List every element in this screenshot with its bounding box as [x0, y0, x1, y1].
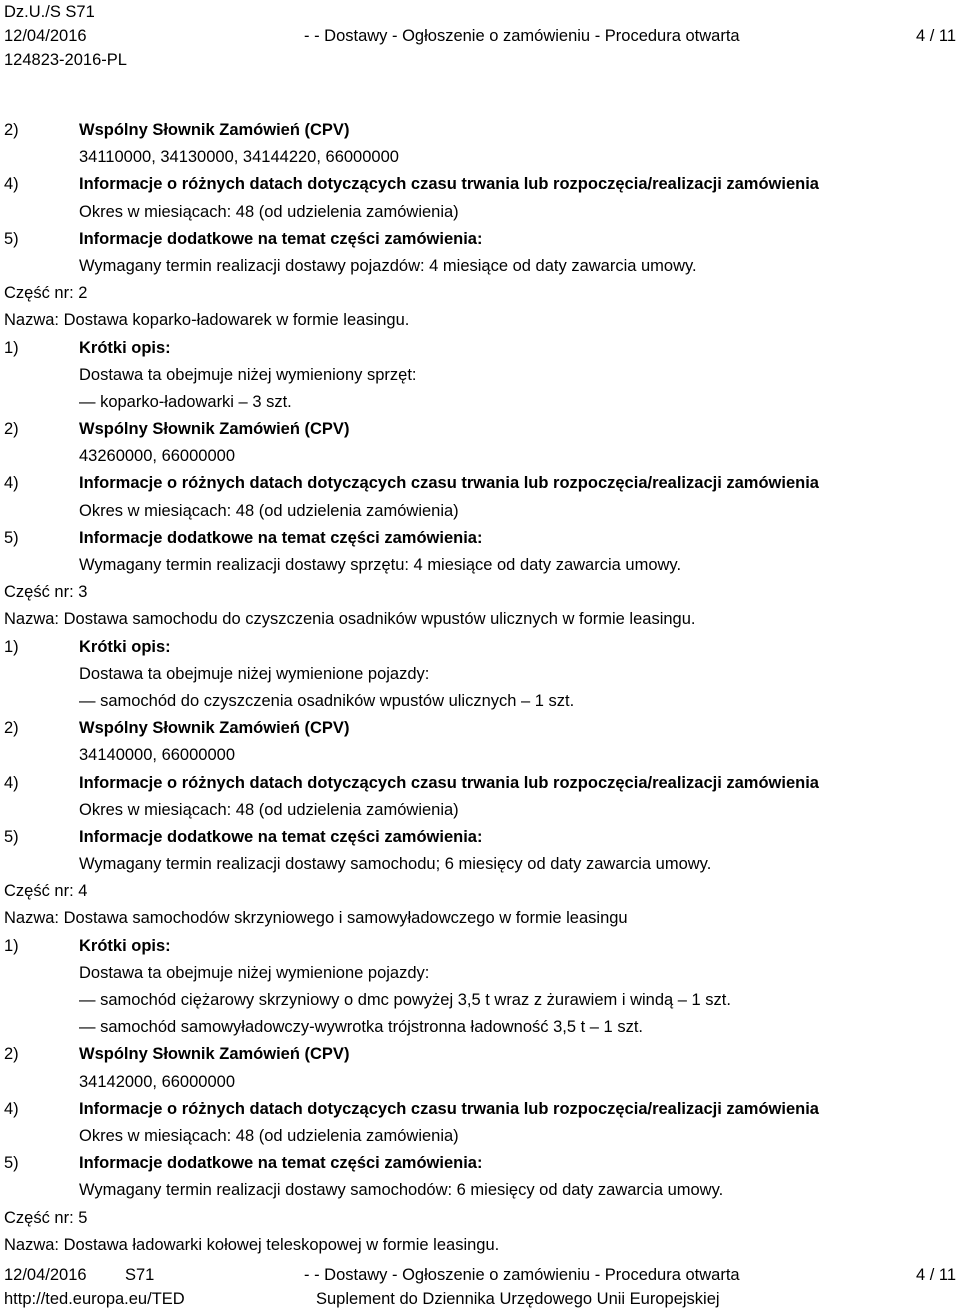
description-intro: Dostawa ta obejmuje niżej wymienione pojazdy: [79, 963, 430, 982]
page-footer [4, 1263, 956, 1311]
header-page: 4 / 11 [915, 27, 956, 45]
list-item: — koparko-ładowarki – 3 szt. [79, 392, 292, 411]
part-heading: Część nr: 4 [4, 882, 88, 901]
extra-info-text: Wymagany termin realizacji dostawy samochodów: 6 miesięcy od daty zawarcia umowy. [79, 1181, 724, 1200]
part-heading: Część nr: 2 [4, 284, 88, 303]
short-description-label: Krótki opis: [79, 637, 171, 656]
list-item: — samochód samowyładowczy-wywrotka trójstronna ładowność 3,5 t – 1 szt. [79, 1018, 643, 1037]
cpv-codes: 34140000, 66000000 [79, 746, 235, 765]
cpv-codes: 34142000, 66000000 [79, 1072, 235, 1091]
footer-page: 4 / 11 [915, 1266, 956, 1284]
short-description-label: Krótki opis: [79, 936, 171, 955]
footer-date: 12/04/2016 [4, 1266, 87, 1284]
period-text: Okres w miesiącach: 48 (od udzielenia zamówienia) [79, 501, 459, 520]
extra-info-label: Informacje dodatkowe na temat części zamówienia: [79, 1154, 483, 1173]
page-header [4, 0, 956, 72]
period-text: Okres w miesiącach: 48 (od udzielenia zamówienia) [79, 1126, 459, 1145]
extra-info-label: Informacje dodatkowe na temat części zamówienia: [79, 229, 483, 248]
cpv-label: Wspólny Słownik Zamówień (CPV) [79, 420, 350, 439]
part-name: Nazwa: Dostawa ładowarki kołowej teleskopowej w formie leasingu. [4, 1235, 500, 1254]
footer-supplement: Suplement do Dziennika Urzędowego Unii Europejskiej [316, 1290, 720, 1308]
footer-title: - - Dostawy - Ogłoszenie o zamówieniu - Procedura otwarta [304, 1266, 740, 1284]
extra-info-text: Wymagany termin realizacji dostawy samochodu; 6 miesięcy od daty zawarcia umowy. [79, 855, 712, 874]
period-text: Okres w miesiącach: 48 (od udzielenia zamówienia) [79, 202, 459, 221]
description-intro: Dostawa ta obejmuje niżej wymieniony sprzęt: [79, 365, 417, 384]
cpv-codes: 43260000, 66000000 [79, 447, 235, 466]
description-intro: Dostawa ta obejmuje niżej wymienione pojazdy: [79, 664, 430, 683]
ted-link[interactable]: http://ted.europa.eu/TED [4, 1290, 185, 1308]
extra-info-text: Wymagany termin realizacji dostawy sprzętu: 4 miesiące od daty zawarcia umowy. [79, 556, 682, 574]
cpv-label: Wspólny Słownik Zamówień (CPV) [79, 121, 350, 139]
header-date: 12/04/2016 [4, 27, 87, 45]
extra-info-label: Informacje dodatkowe na temat części zamówienia: [79, 528, 483, 547]
dates-label: Informacje o różnych datach dotyczących czasu trwania lub rozpoczęcia/realizacji zamówienia [79, 773, 819, 792]
cpv-label: Wspólny Słownik Zamówień (CPV) [79, 719, 350, 738]
period-text: Okres w miesiącach: 48 (od udzielenia zamówienia) [79, 800, 459, 819]
part-name: Nazwa: Dostawa samochodów skrzyniowego i samowyładowczego w formie leasingu [4, 909, 628, 928]
cpv-row: 2) Wspólny Słownik Zamówień (CPV) [4, 117, 956, 144]
header-title: - - Dostawy - Ogłoszenie o zamówieniu - Procedura otwarta [304, 27, 740, 45]
list-item: — samochód ciężarowy skrzyniowy o dmc powyżej 3,5 t wraz z żurawiem i windą – 1 szt. [79, 991, 731, 1009]
dates-label: Informacje o różnych datach dotyczących czasu trwania lub rozpoczęcia/realizacji zamówienia [79, 175, 819, 194]
cpv-codes: 34110000, 34130000, 34144220, 66000000 [79, 148, 399, 167]
part-heading: Część nr: 3 [4, 583, 88, 602]
journal-ref: Dz.U./S S71 [4, 3, 95, 21]
part-name: Nazwa: Dostawa koparko-ładowarek w formie leasingu. [4, 311, 410, 330]
part-name: Nazwa: Dostawa samochodu do czyszczenia osadników wpustów ulicznych w formie leasingu. [4, 610, 696, 629]
extra-info-text: Wymagany termin realizacji dostawy pojazdów: 4 miesiące od daty zawarcia umowy. [79, 256, 697, 275]
short-description-label: Krótki opis: [79, 338, 171, 357]
document-body: 2) Wspólny Słownik Zamówień (CPV) 34110000, 34130000, 34144220, 66000000 4) Informacje o różnych datach dotyczących czasu trwania lub rozpoczęcia/realizacji zamówienia Okres w miesiącach: 48 (od udzielenia zamówienia) 5) Informacje dodatkowe na temat części zamówienia: Wymagany termin realizacji dostawy pojazdów: 4 miesiące od daty zawarcia umowy. Część nr: 2 Nazwa: Dostawa koparko-ładowarek w formie leasingu. 1) Krótki opis: Dostawa ta obejmuje niżej wymieniony sprzęt: — koparko-ładowarki – 3 szt. 2) Wspólny Słownik Zamówień (CPV) 43260000, 66000000 4) Informacje o różnych datach dotyczących czasu trwania lub rozpoczęcia/realizacji zamówienia Okres w miesiącach: 48 (od udzielenia zamówienia) 5) Informacje dodatkowe na temat części zamówienia: Wymagany termin realizacji dostawy sprzętu: 4 miesiące od daty zawarcia umowy. Część nr: 3 Nazwa: Dostawa samochodu do czyszczenia osadników wpustów ulicznych w formie leasingu. 1) Krótki opis: Dostawa ta obejmuje niżej wymienione pojazdy: — samochód do czyszczenia osadników wpustów ulicznych – 1 szt. 2) Wspólny Słownik Zamówień (CPV) 34140000, 66000000 4) Informacje o różnych datach dotyczących czasu trwania lub rozpoczęcia/realizacji zamówienia Okres w miesiącach: 48 (od udzielenia zamówienia) 5) Informacje dodatkowe na temat części zamówienia: Wymagany termin realizacji dostawy samochodu; 6 miesięcy od daty zawarcia umowy. Część nr: 4 Nazwa: Dostawa samochodów skrzyniowego i samowyładowczego w formie leasingu 1) Krótki opis: Dostawa ta obejmuje niżej wymienione pojazdy: — samochód ciężarowy skrzyniowy o dmc powyżej 3,5 t wraz z żurawiem i windą – 1 szt. — samochód samowyładowczy-wywrotka trójstronna ładowność 3,5 t – 1 szt. 2) Wspólny Słownik Zamówień (CPV) 34142000, 66000000 4) Informacje o różnych datach dotyczących czasu trwania lub rozpoczęcia/realizacji zamówienia Okres w miesiącach: 48 (od udzielenia zamówienia) 5) Informacje dodatkowe na temat części zamówienia: Wymagany termin realizacji dostawy samochodów: 6 miesięcy od daty zawarcia umowy. Część nr: 5 Nazwa: Dostawa ładowarki kołowej teleskopowej w formie leasingu. [4, 117, 956, 1259]
list-item: — samochód do czyszczenia osadników wpustów ulicznych – 1 szt. [79, 691, 575, 710]
dates-label: Informacje o różnych datach dotyczących czasu trwania lub rozpoczęcia/realizacji zamówienia [79, 474, 819, 493]
part-heading: Część nr: 5 [4, 1208, 88, 1227]
document-id: 124823-2016-PL [4, 51, 127, 69]
footer-issue: S71 [125, 1266, 155, 1284]
extra-info-label: Informacje dodatkowe na temat części zamówienia: [79, 827, 483, 846]
cpv-label: Wspólny Słownik Zamówień (CPV) [79, 1045, 350, 1064]
dates-label: Informacje o różnych datach dotyczących czasu trwania lub rozpoczęcia/realizacji zamówienia [79, 1099, 819, 1118]
